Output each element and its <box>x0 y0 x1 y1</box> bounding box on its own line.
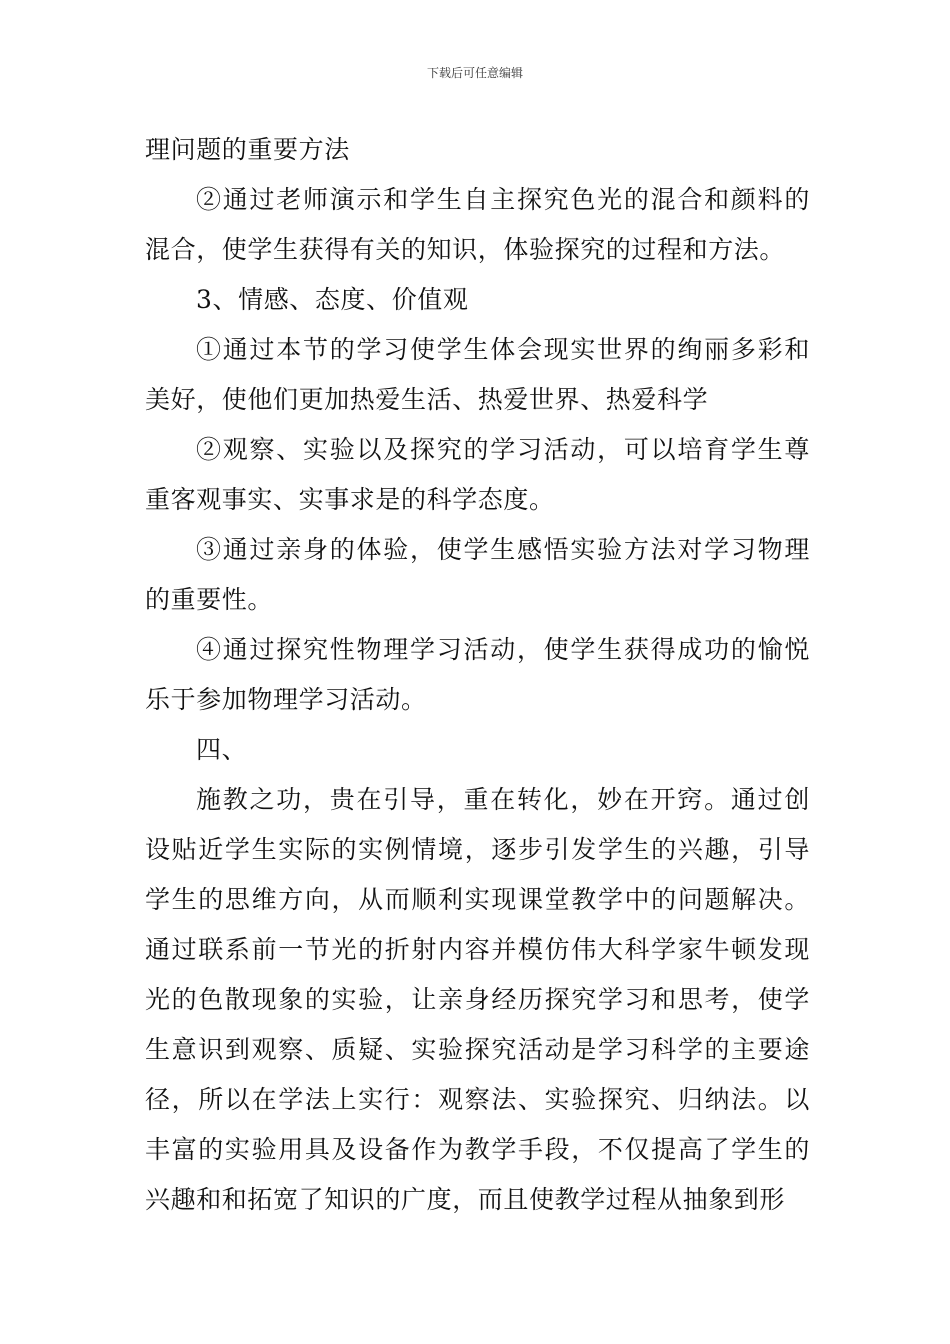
paragraph-2: ②通过老师演示和学生自主探究色光的混合和颜料的混合，使学生获得有关的知识，体验探究的过程和方法。 <box>145 185 810 264</box>
page-header-note: 下载后可任意编辑 <box>426 66 523 80</box>
section-heading-four: 四、 <box>196 735 248 764</box>
section-heading-emotion-values: 3、情感、态度、价值观 <box>196 285 469 314</box>
paragraph-1: 理问题的重要方法 <box>145 135 350 164</box>
document-body <box>145 125 810 1225</box>
paragraph-6: ③通过亲身的体验，使学生感悟实验方法对学习物理的重要性。 <box>145 535 810 614</box>
paragraph-4: ①通过本节的学习使学生体会现实世界的绚丽多彩和美好，使他们更加热爱生活、热爱世界、热爱科学 <box>145 335 810 414</box>
paragraph-7: ④通过探究性物理学习活动，使学生获得成功的愉悦乐于参加物理学习活动。 <box>145 635 810 714</box>
paragraph-9: 施教之功，贵在引导，重在转化，妙在开窍。通过创设贴近学生实际的实例情境，逐步引发学生的兴趣，引导学生的思维方向，从而顺利实现课堂教学中的问题解决。通过联系前一节光的折射内容并模仿伟大科学家牛顿发现光的色散现象的实验，让亲身经历探究学习和思考，使学生意识到观察、质疑、实验探究活动是学习科学的主要途径，所以在学法上实行：观察法、实验探究、归纳法。以丰富的实验用具及设备作为教学手段，不仅提高了学生的兴趣和和拓宽了知识的广度，而且使教学过程从抽象到形 <box>145 785 810 1214</box>
paragraph-5: ②观察、实验以及探究的学习活动，可以培育学生尊重客观事实、实事求是的科学态度。 <box>145 435 810 514</box>
